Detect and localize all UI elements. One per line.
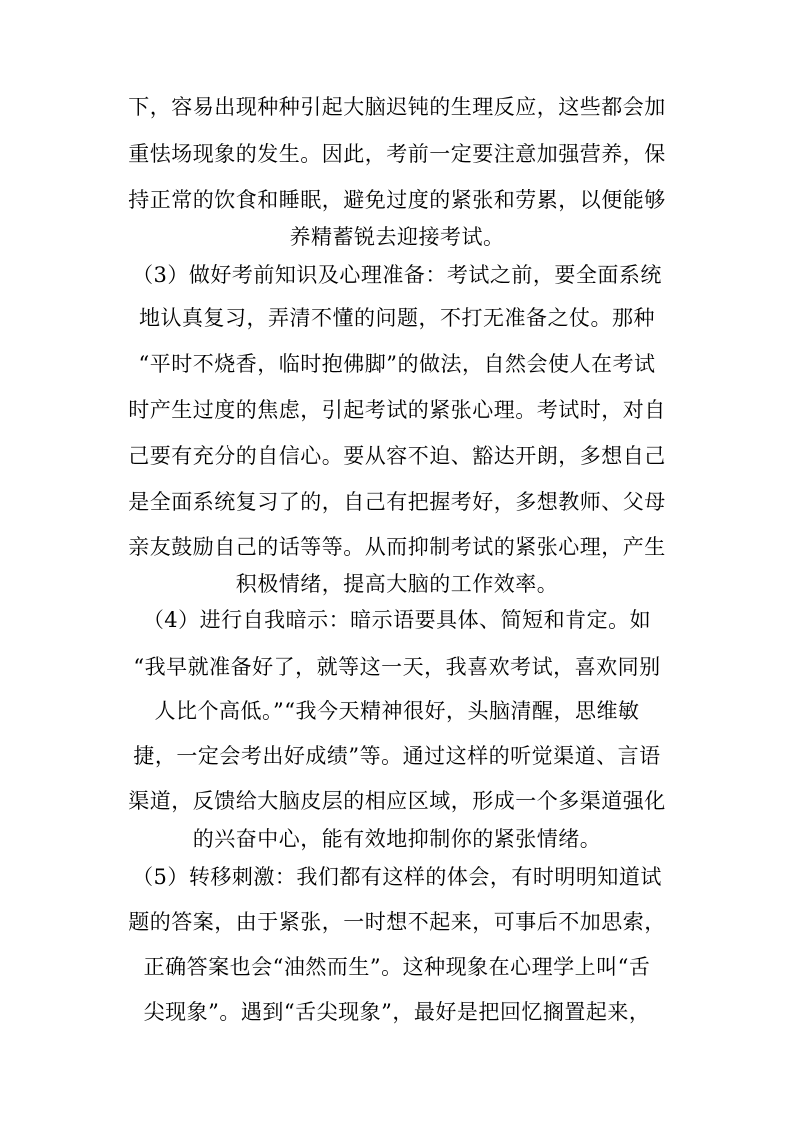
text-line: 重怯场现象的发生。因此，考前一定要注意加强营养，保 xyxy=(128,142,666,166)
text-line: 持正常的饮食和睡眠，避免过度的紧张和劳累，以便能够 xyxy=(128,188,666,212)
text-line: （4）进行自我暗示：暗示语要具体、简短和肯定。如 xyxy=(142,608,652,632)
text-line: 下，容易出现种种引起大脑迟钝的生理反应，这些都会加 xyxy=(128,95,666,119)
text-line: 积极情绪，提高大脑的工作效率。 xyxy=(235,572,559,596)
text-line: 尖现象”。遇到“舌尖现象”，最好是把回忆搁置起来， xyxy=(143,1000,651,1024)
text-line: 己要有充分的自信心。要从容不迫、豁达开朗，多想自己 xyxy=(128,444,666,468)
text-line: 养精蓄锐去迎接考试。 xyxy=(289,225,505,249)
text-line: 的兴奋中心，能有效地抑制你的紧张情绪。 xyxy=(192,827,602,851)
text-line: “我早就准备好了，就等这一天，我喜欢考试，喜欢同别 xyxy=(133,655,661,679)
text-line: 人比个高低。”“我今天精神很好，头脑清醒，思维敏 xyxy=(154,699,640,723)
text-line: 时产生过度的焦虑，引起考试的紧张心理。考试时，对自 xyxy=(128,398,666,422)
text-line: （3）做好考前知识及心理准备：考试之前，要全面系统 xyxy=(132,263,662,287)
text-line: 渠道，反馈给大脑皮层的相应区域，形成一个多渠道强化 xyxy=(128,789,666,813)
text-line: 地认真复习，弄清不懂的问题，不打无准备之仗。那种 xyxy=(139,306,655,330)
text-line: （5）转移刺激：我们都有这样的体会，有时明明知道试 xyxy=(132,865,662,889)
text-line: 捷，一定会考出好成绩”等。通过这样的听觉渠道、言语 xyxy=(133,744,661,768)
text-line: 正确答案也会“油然而生”。这种现象在心理学上叫“舌 xyxy=(143,955,651,979)
text-line: 是全面系统复习了的，自己有把握考好，多想教师、父母 xyxy=(128,490,666,514)
text-line: 亲友鼓励自己的话等等。从而抑制考试的紧张心理，产生 xyxy=(128,535,666,559)
text-line: 题的答案，由于紧张，一时想不起来，可事后不加思索， xyxy=(128,910,666,934)
text-line: “平时不烧香，临时抱佛脚”的做法，自然会使人在考试 xyxy=(138,352,656,376)
